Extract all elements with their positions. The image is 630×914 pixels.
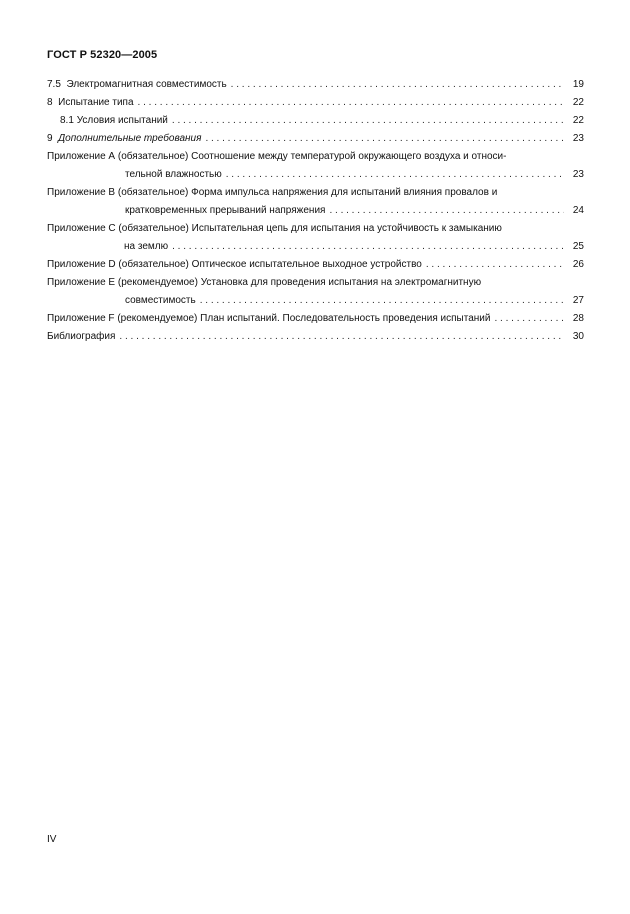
- toc-entry-number: 8: [47, 97, 53, 108]
- toc-entry-page: 22: [572, 115, 584, 126]
- toc-entry-title: Приложение В (обязательное) Форма импульса напряжения для испытаний влияния провалов и: [47, 187, 498, 198]
- toc-entry-title-continued: совместимость: [125, 295, 196, 306]
- toc-leader-dots: [205, 130, 564, 148]
- toc-leader-dots: [138, 94, 564, 112]
- toc-leader-dots: [426, 256, 564, 274]
- toc-entry[interactable]: [47, 274, 584, 310]
- toc-entry[interactable]: [47, 130, 584, 148]
- toc-entry-title-continued: тельной влажностью: [125, 169, 222, 180]
- toc-entry-page: 23: [572, 169, 584, 180]
- toc-entry[interactable]: [47, 220, 584, 256]
- toc-entry-page: 23: [572, 133, 584, 144]
- toc-entry-label: [47, 130, 201, 148]
- toc-entry-page: 30: [572, 331, 584, 342]
- table-of-contents: [47, 76, 584, 346]
- toc-entry-number: 7.5: [47, 79, 61, 90]
- toc-entry-label: [47, 94, 134, 112]
- toc-entry-page: 28: [572, 313, 584, 324]
- toc-entry[interactable]: [47, 76, 584, 94]
- toc-leader-dots: [494, 310, 564, 328]
- toc-entry-title: Условия испытаний: [76, 115, 168, 126]
- page-number: IV: [47, 834, 57, 845]
- toc-entry-number: 9: [47, 133, 53, 144]
- toc-entry-page: 24: [572, 205, 584, 216]
- toc-entry[interactable]: [47, 328, 584, 346]
- toc-entry-page: 27: [572, 295, 584, 306]
- toc-entry[interactable]: [47, 94, 584, 112]
- toc-entry-page: 19: [572, 79, 584, 90]
- toc-entry[interactable]: [47, 184, 584, 220]
- toc-entry-title: Приложение F (рекомендуемое) План испытаний. Последовательность проведения испытаний: [47, 313, 491, 324]
- toc-entry-page: 26: [572, 259, 584, 270]
- toc-entry-title: Электромагнитная совместимость: [66, 79, 227, 90]
- toc-entry-title: Приложение С (обязательное) Испытательная цепь для испытания на устойчивость к замыканию: [47, 223, 502, 234]
- toc-entry-title: Приложение D (обязательное) Оптическое испытательное выходное устройство: [47, 259, 422, 270]
- toc-leader-dots: [172, 112, 564, 130]
- toc-leader-dots: [119, 328, 564, 346]
- toc-entry[interactable]: [47, 256, 584, 274]
- toc-entry[interactable]: [47, 112, 584, 130]
- toc-entry-title-continued: кратковременных прерываний напряжения: [125, 205, 326, 216]
- toc-entry-title: Приложение Е (рекомендуемое) Установка для проведения испытания на электромагнитную: [47, 277, 482, 288]
- toc-entry-page: 25: [572, 241, 584, 252]
- toc-entry-title-continued: на землю: [124, 241, 169, 252]
- toc-leader-dots: [200, 292, 564, 310]
- toc-leader-dots: [226, 166, 564, 184]
- toc-entry-title: Библиография: [47, 331, 116, 342]
- toc-entry-title: Испытание типа: [58, 97, 134, 108]
- toc-leader-dots: [231, 76, 564, 94]
- toc-entry-title: Приложение А (обязательное) Соотношение между температурой окружающего воздуха и относи-: [47, 151, 507, 162]
- toc-leader-dots: [329, 202, 564, 220]
- toc-entry[interactable]: [47, 310, 584, 328]
- toc-leader-dots: [172, 238, 564, 256]
- toc-entry-number: 8.1: [60, 115, 74, 126]
- toc-entry-title: Дополнительные требования: [58, 133, 202, 144]
- toc-entry-page: 22: [572, 97, 584, 108]
- toc-entry[interactable]: [47, 148, 584, 184]
- toc-entry-label: [60, 112, 168, 130]
- toc-entry-label: [47, 76, 227, 94]
- document-header: ГОСТ Р 52320—2005: [47, 49, 158, 61]
